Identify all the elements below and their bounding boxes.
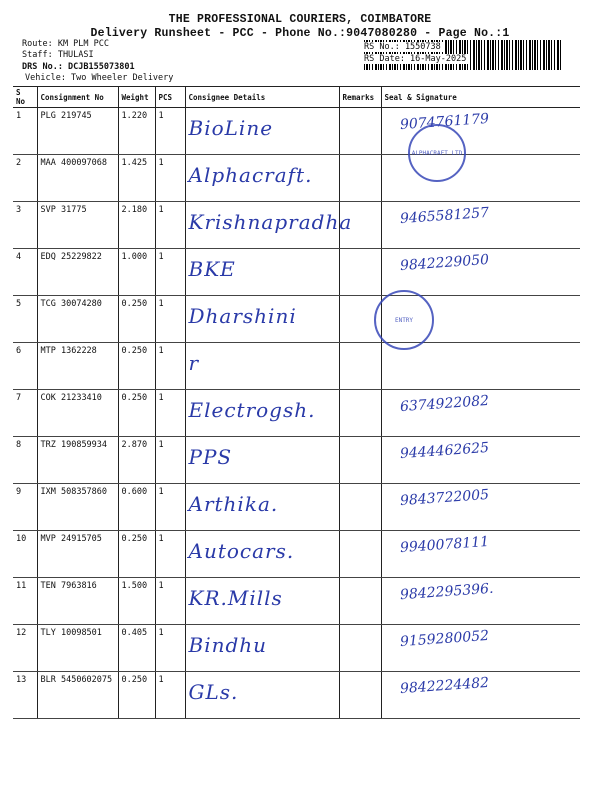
cell-pcs: 1: [155, 296, 185, 343]
header-signature: Seal & Signature: [381, 87, 580, 108]
cell-signature: [381, 672, 580, 719]
cell-weight: 1.220: [118, 108, 155, 155]
table-row: [13, 437, 580, 484]
cell-consignee: KR.Mills: [185, 578, 339, 625]
signature-handwriting: 9842229050: [399, 251, 490, 275]
cell-signature: [381, 484, 580, 531]
cell-weight: 0.250: [118, 296, 155, 343]
cell-consignee: Bindhu: [185, 625, 339, 672]
cell-weight: 2.870: [118, 437, 155, 484]
table-row: [13, 296, 580, 343]
cell-weight: 1.000: [118, 249, 155, 296]
cell-sno: 8: [13, 437, 37, 484]
signature-handwriting: 9940078111: [399, 533, 490, 557]
cell-signature: [381, 343, 580, 390]
cell-remarks: [339, 108, 381, 155]
cell-consignment: TEN 7963816: [37, 578, 118, 625]
cell-consignment: TRZ 190859934: [37, 437, 118, 484]
table-header-row: [13, 87, 580, 108]
cell-consignee: GLs.: [185, 672, 339, 719]
document-title: THE PROFESSIONAL COURIERS, COIMBATORE: [168, 13, 432, 26]
table-row: [13, 625, 580, 672]
cell-remarks: [339, 155, 381, 202]
cell-sno: 4: [13, 249, 37, 296]
cell-sno: 7: [13, 390, 37, 437]
cell-pcs: 1: [155, 108, 185, 155]
cell-consignee: Dharshini: [185, 296, 339, 343]
cell-weight: 1.500: [118, 578, 155, 625]
cell-pcs: 1: [155, 155, 185, 202]
cell-sno: 13: [13, 672, 37, 719]
cell-sno: 2: [13, 155, 37, 202]
cell-weight: 0.250: [118, 390, 155, 437]
route-label: Route: KM PLM PCC: [22, 39, 109, 49]
cell-pcs: 1: [155, 625, 185, 672]
drs-number: DRS No.: DCJB155073801: [22, 62, 135, 72]
cell-weight: 2.180: [118, 202, 155, 249]
table-row: [13, 531, 580, 578]
cell-weight: 0.250: [118, 531, 155, 578]
cell-remarks: [339, 249, 381, 296]
signature-handwriting: 9465581257: [399, 204, 490, 228]
cell-consignment: PLG 219745: [37, 108, 118, 155]
cell-sno: 1: [13, 108, 37, 155]
cell-pcs: 1: [155, 202, 185, 249]
table-row: [13, 155, 580, 202]
cell-signature: [381, 390, 580, 437]
cell-remarks: [339, 625, 381, 672]
header-consignment: Consignment No: [37, 87, 118, 108]
cell-consignee: Electrogsh.: [185, 390, 339, 437]
cell-pcs: 1: [155, 531, 185, 578]
cell-pcs: 1: [155, 578, 185, 625]
table-row: [13, 390, 580, 437]
cell-pcs: 1: [155, 390, 185, 437]
cell-consignment: SVP 31775: [37, 202, 118, 249]
cell-signature: [381, 202, 580, 249]
cell-pcs: 1: [155, 437, 185, 484]
table-row: [13, 578, 580, 625]
cell-sno: 10: [13, 531, 37, 578]
cell-remarks: [339, 484, 381, 531]
cell-sno: 11: [13, 578, 37, 625]
cell-weight: 1.425: [118, 155, 155, 202]
cell-consignment: MAA 400097068: [37, 155, 118, 202]
cell-sno: 12: [13, 625, 37, 672]
cell-remarks: [339, 390, 381, 437]
cell-consignee: Alphacraft.: [185, 155, 339, 202]
document-subtitle: Delivery Runsheet - PCC - Phone No.:9047080280 - Page No.:1: [90, 27, 510, 40]
cell-weight: 0.250: [118, 672, 155, 719]
cell-consignment: MTP 1362228: [37, 343, 118, 390]
cell-consignee: Autocars.: [185, 531, 339, 578]
table-row: [13, 343, 580, 390]
cell-consignment: IXM 508357860: [37, 484, 118, 531]
runsheet-table: [13, 86, 580, 719]
cell-remarks: [339, 531, 381, 578]
header-consignee: Consignee Details: [185, 87, 339, 108]
cell-weight: 0.405: [118, 625, 155, 672]
table-row: [13, 484, 580, 531]
cell-consignee: Arthika.: [185, 484, 339, 531]
cell-sno: 6: [13, 343, 37, 390]
cell-consignment: COK 21233410: [37, 390, 118, 437]
cell-remarks: [339, 343, 381, 390]
header-sno: S No: [13, 87, 37, 108]
cell-consignment: TCG 30074280: [37, 296, 118, 343]
cell-pcs: 1: [155, 249, 185, 296]
cell-signature: [381, 531, 580, 578]
rs-date: RS Date: 16-May-2025: [364, 54, 470, 64]
signature-handwriting: 9159280052: [399, 627, 490, 651]
cell-consignee: BioLine: [185, 108, 339, 155]
cell-consignee: PPS: [185, 437, 339, 484]
cell-signature: [381, 625, 580, 672]
cell-consignee: Krishnapradha: [185, 202, 339, 249]
cell-sno: 5: [13, 296, 37, 343]
signature-handwriting: 9842295396.: [399, 580, 494, 604]
signature-handwriting: 6374922082: [399, 392, 490, 416]
cell-signature: [381, 249, 580, 296]
header-weight: Weight: [118, 87, 155, 108]
cell-consignment: EDQ 25229822: [37, 249, 118, 296]
cell-pcs: 1: [155, 343, 185, 390]
cell-consignment: MVP 24915705: [37, 531, 118, 578]
company-seal-stamp: ALPHACRAFT LTD: [408, 124, 466, 182]
header-pcs: PCS: [155, 87, 185, 108]
cell-remarks: [339, 437, 381, 484]
staff-label: Staff: THULASI: [22, 50, 94, 60]
cell-consignee: BKE: [185, 249, 339, 296]
rs-number: RS No.: 1550738: [364, 42, 445, 52]
cell-remarks: [339, 672, 381, 719]
cell-pcs: 1: [155, 484, 185, 531]
signature-handwriting: 9842224482: [399, 674, 490, 698]
header-remarks: Remarks: [339, 87, 381, 108]
cell-consignment: TLY 10098501: [37, 625, 118, 672]
entry-seal-stamp: ENTRY: [374, 290, 434, 350]
cell-pcs: 1: [155, 672, 185, 719]
signature-handwriting: 9074761179: [399, 110, 490, 134]
signature-handwriting: 9843722005: [399, 486, 490, 510]
signature-handwriting: 9444462625: [399, 439, 490, 463]
table-row: [13, 249, 580, 296]
vehicle-label: Vehicle: Two Wheeler Delivery: [25, 73, 174, 83]
cell-sno: 3: [13, 202, 37, 249]
cell-sno: 9: [13, 484, 37, 531]
cell-consignee: r: [185, 343, 339, 390]
cell-consignment: BLR 5450602075: [37, 672, 118, 719]
cell-weight: 0.600: [118, 484, 155, 531]
cell-signature: [381, 578, 580, 625]
cell-weight: 0.250: [118, 343, 155, 390]
cell-remarks: [339, 578, 381, 625]
table-row: [13, 108, 580, 155]
cell-signature: [381, 437, 580, 484]
table-row: [13, 202, 580, 249]
table-row: [13, 672, 580, 719]
